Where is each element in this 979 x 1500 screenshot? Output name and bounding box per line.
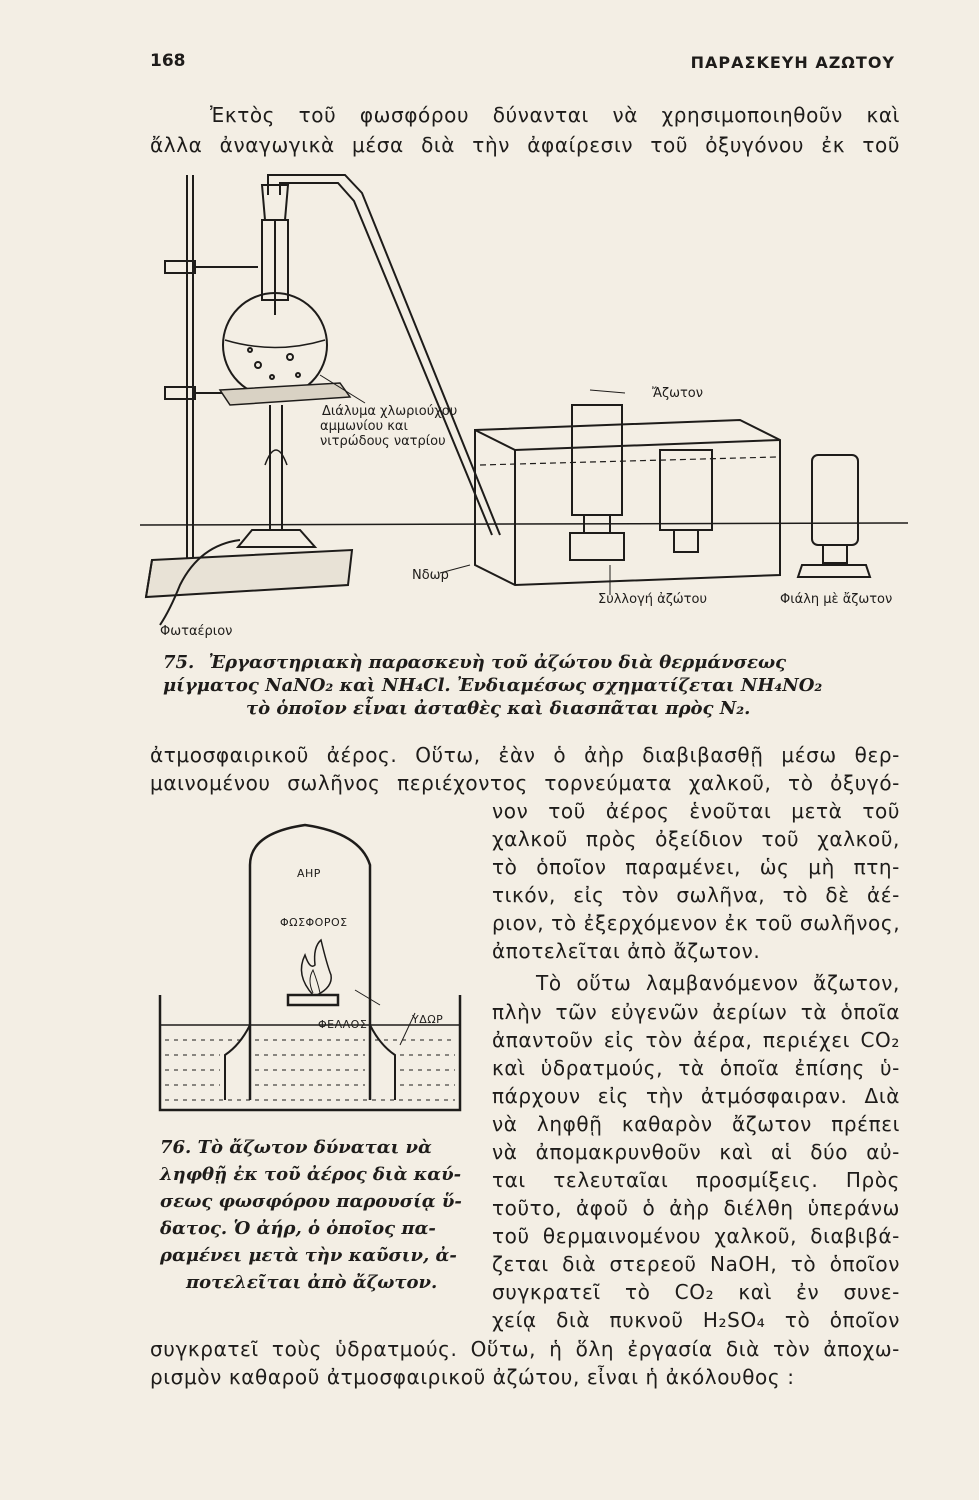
nitrogen-label: Ἄζωτον	[652, 386, 703, 401]
body-line: νὰ ληφθῇ καθαρὸν ἄζωτον πρέπει	[492, 1112, 900, 1136]
body-line: ἀτμοσφαιρικοῦ ἀέρος. Οὕτω, ἐὰν ὁ ἀὴρ διαβιβασθῇ μέσω θερ-	[150, 743, 900, 767]
body-line: νον τοῦ ἀέρος ἑνοῦται μετὰ τοῦ	[492, 799, 900, 823]
body-line: μαινομένου σωλῆνος περιέχοντος τορνεύματα χαλκοῦ, τὸ ὀξυγό-	[150, 771, 900, 795]
figure-75-caption-line2	[163, 675, 822, 696]
page-number: 168	[150, 51, 186, 71]
caption-text: Ἐργαστηριακὴ παρασκευὴ τοῦ ἀζώτου διὰ θερμάνσεως	[208, 652, 787, 673]
solution-label: αμμωνίου και	[320, 419, 408, 434]
body-line: καὶ ὑδρατμούς, τὰ ὁποῖα ἐπίσης ὑ-	[492, 1056, 900, 1080]
caption-text: τὸ ὁποῖον εἶναι ἀσταθὲς καὶ διασπᾶται πρὸς	[246, 698, 714, 719]
body-line: νὰ ἀπομακρυνθοῦν καὶ αἱ δύο αὐ-	[492, 1140, 900, 1164]
intro-line: ἄλλα ἀναγωγικὰ μέσα διὰ τὴν ἀφαίρεσιν τοῦ ὀξυγόνου ἐκ τοῦ	[150, 133, 900, 157]
body-line: ἀπαντοῦν εἰς τὸν ἀέρα, περιέχει CO₂	[492, 1028, 900, 1052]
figure-75-caption-line1	[163, 652, 786, 673]
body-line: ἀποτελεῖται ἀπὸ ἄζωτον.	[492, 939, 761, 963]
water-label: ΥΔΩΡ	[412, 1013, 444, 1026]
collection-label: Συλλογή ἀζώτου	[598, 592, 707, 607]
figure-76-caption-line: σεως φωσφόρου παρουσίᾳ ὕ-	[160, 1191, 462, 1212]
gas-label: Φωταέριον	[160, 624, 233, 639]
body-line: Τὸ οὕτω λαμβανόμενον ἄζωτον,	[536, 971, 900, 995]
body-line: πάρχουν εἰς τὴν ἀτμόσφαιραν. Διὰ	[492, 1084, 900, 1108]
body-line: χαλκοῦ πρὸς ὀξείδιον τοῦ χαλκοῦ,	[492, 827, 900, 851]
body-line: συγκρατεῖ τὸ CO₂ καὶ ἐν συνε-	[492, 1280, 900, 1304]
figure-76-apparatus	[155, 815, 475, 1115]
body-line: τικόν, εἰς τὸν σωλῆνα, τὸ δὲ ἀέ-	[492, 883, 900, 907]
solution-label: νιτρώδους νατρίου	[320, 434, 446, 449]
formula: NH₄Cl.	[381, 675, 451, 696]
body-line: τὸ ὁποῖον παραμένει, ὡς μὴ πτη-	[492, 855, 900, 879]
air-label: ΑΗΡ	[297, 867, 321, 880]
body-line: ρισμὸν καθαροῦ ἀτμοσφαιρικοῦ ἀζώτου, εἶναι ἡ ἀκόλουθος :	[150, 1365, 795, 1389]
water-label: Νδωρ	[412, 568, 449, 583]
body-line: συγκρατεῖ τοὺς ὑδρατμούς. Οὕτω, ἡ ὅλη ἐργασία διὰ τὸν ἀποχω-	[150, 1337, 900, 1361]
caption-text: καὶ	[339, 675, 376, 696]
figure-76-caption-line: 76. Τὸ ἄζωτον δύναται νὰ	[160, 1137, 432, 1158]
formula: N₂.	[719, 698, 751, 719]
body-line: ριον, τὸ ἐξερχόμενον ἐκ τοῦ σωλῆνος,	[492, 911, 901, 935]
figure-number: 75.	[163, 652, 195, 673]
figure-75-caption-line3	[246, 698, 750, 719]
figure-75-apparatus	[140, 165, 920, 645]
solution-label: Διάλυμα χλωριούχου	[322, 404, 458, 419]
formula: NaNO₂	[265, 675, 334, 696]
intro-line: Ἐκτὸς τοῦ φωσφόρου δύνανται νὰ χρησιμοποιηθοῦν καὶ	[210, 103, 900, 127]
figure-76-caption-line: ποτελεῖται ἀπὸ ἄζωτον.	[186, 1272, 438, 1293]
body-line: τοῦτο, ἀφοῦ ὁ ἀὴρ διέλθη ὑπεράνω	[492, 1196, 900, 1220]
flask-label: Φιάλη μὲ ἄζωτον	[780, 592, 893, 607]
caption-text: μίγματος	[163, 675, 259, 696]
body-line: ται τελευταῖαι προσμίξεις. Πρὸς	[492, 1168, 900, 1192]
figure-76-caption-line: ληφθῇ ἐκ τοῦ ἀέρος διὰ καύ-	[160, 1164, 462, 1185]
body-line: ζεται διὰ στερεοῦ NaOH, τὸ ὁποῖον	[492, 1252, 900, 1276]
formula: NH₄NO₂	[740, 675, 823, 696]
body-line: χείᾳ διὰ πυκνοῦ H₂SO₄ τὸ ὁποῖον	[492, 1308, 900, 1332]
figure-76-caption-line: ραμένει μετὰ τὴν καῦσιν, ἀ-	[160, 1245, 457, 1266]
body-line: πλὴν τῶν εὐγενῶν ἀερίων τὰ ὁποῖα	[492, 1000, 900, 1024]
caption-text: Ἐνδιαμέσως σχηματίζεται	[456, 675, 735, 696]
body-line: τοῦ θερμαινομένου χαλκοῦ, διαβιβά-	[492, 1224, 900, 1248]
figure-76-caption-line: δατος. Ὁ ἀήρ, ὁ ὁποῖος πα-	[160, 1218, 436, 1239]
cork-label: ΦΕΛΛΟΣ	[318, 1018, 368, 1031]
running-title: ΠΑΡΑΣΚΕΥΗ ΑΖΩΤΟΥ	[690, 53, 895, 72]
phosphorus-label: ΦΩΣΦΟΡΟΣ	[280, 916, 348, 929]
